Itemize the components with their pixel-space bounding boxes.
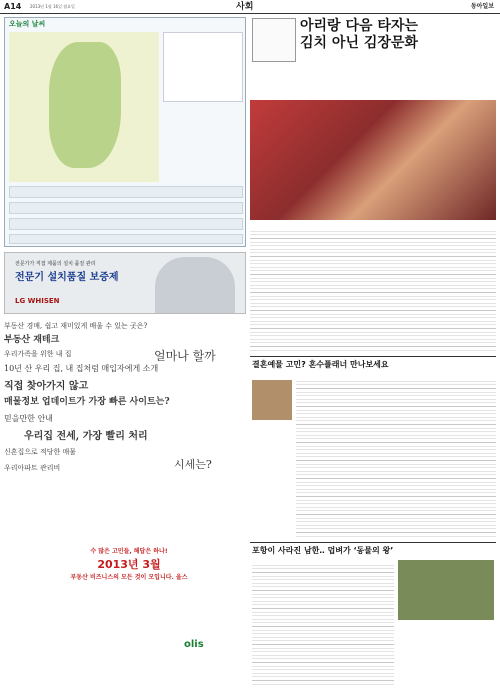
weather-panel: [4, 17, 246, 247]
article-body: [250, 228, 496, 352]
section2-photo: [252, 380, 292, 420]
page-number: A14: [4, 2, 22, 11]
section3-title: 포항이 사라진 남한‥ 덥벼가 ‘동물의 왕’: [252, 546, 394, 555]
section-name: 사회: [236, 2, 254, 12]
ad-line: 10년 산 우리 집, 내 집처럼 매입자에게 소개: [4, 364, 159, 373]
ad-footer-line1: 수 많은 고민들, 해답은 하나!: [90, 548, 168, 555]
page-header: [0, 0, 500, 14]
ad-subline: 전문가가 직접 제품의 설치 품질 관리: [15, 261, 96, 267]
ad-footer-line3: 부동산 비즈니스의 모든 것이 모입니다. 올스: [70, 574, 188, 581]
weather-strip-3: [9, 218, 243, 230]
ad-line: 부동산 경매, 쉽고 재미있게 배울 수 있는 곳은?: [4, 322, 148, 330]
ad-model-photo: [155, 257, 235, 313]
issue-date: 2013년 1월 16일 월요일: [30, 4, 75, 9]
section2-title: 결혼예물 고민? 혼수플래너 만나보세요: [252, 360, 389, 369]
ad-line: 얼마나 할까: [154, 349, 216, 363]
ad-footer-line2: 2013년 3월: [97, 558, 161, 571]
section3-body: [252, 562, 394, 686]
ad-line: 우리집 전세, 가장 빨리 처리: [24, 431, 148, 442]
section2-body: [296, 378, 496, 538]
newspaper-brand: 동아일보: [470, 3, 494, 10]
korea-map-shape: [49, 42, 121, 168]
ad-line: 부동산 재테크: [4, 335, 60, 345]
lg-advertisement: [4, 252, 246, 314]
kimjang-photo: [250, 100, 496, 220]
ad-line: 믿을만한 안내: [4, 414, 53, 423]
weather-strip-2: [9, 202, 243, 214]
ad-line: 시세는?: [174, 458, 212, 471]
olis-logo: olis: [184, 639, 204, 650]
weather-table: [163, 32, 243, 102]
ad-line: 신혼집으로 적당한 매물: [4, 448, 77, 456]
weather-strip-1: [9, 186, 243, 198]
weather-map: [9, 32, 159, 182]
ad-headline: 전문기 설치품질 보증제: [15, 272, 119, 283]
ad-line: 직접 찾아가지 않고: [4, 381, 89, 392]
ad-line: 우리아파트 관리비: [4, 464, 61, 472]
ad-line: 매물정보 업데이트가 가장 빠른 사이트는?: [4, 397, 170, 407]
main-headline: 아리랑 다음 타자는 김치 아닌 김장문화: [300, 18, 418, 51]
unesco-seal: [252, 18, 296, 62]
realestate-advertisement: [4, 318, 246, 686]
divider: [250, 542, 496, 543]
lg-logo: LG WHISEN: [15, 297, 60, 305]
section3-photo: [398, 560, 494, 620]
ad-line: 우리가족을 위한 내 집: [4, 350, 72, 358]
weather-strip-4: [9, 234, 243, 244]
divider: [250, 356, 496, 357]
weather-title: 오늘의 날씨: [9, 20, 46, 28]
